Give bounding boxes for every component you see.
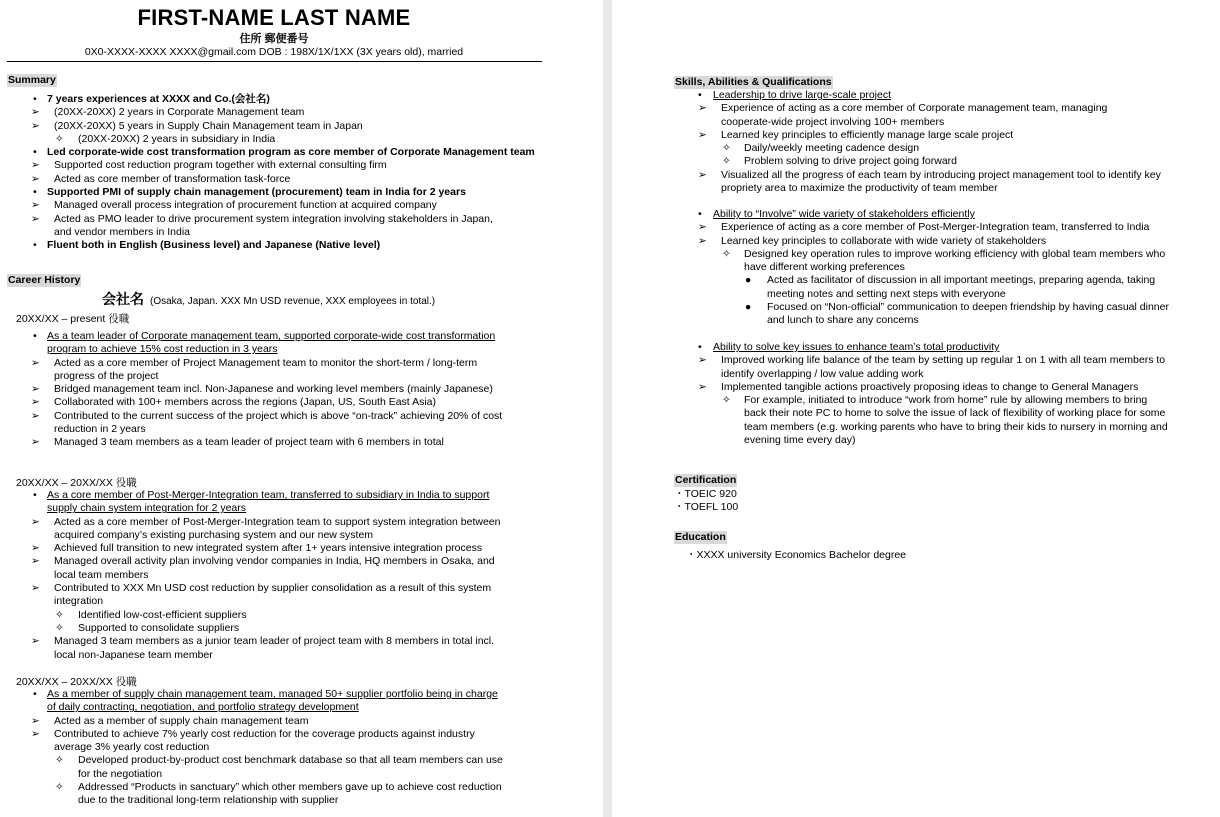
list-line-text: 7 years experiences at XXXX and Co.(会社名) [47,93,270,105]
bullet-marker: • [33,186,37,199]
list-line-text: propriety area to maximize the productivity of team member [721,182,998,195]
list-line-text: Supported PMI of supply chain management (procurement) team in India for 2 years [47,186,466,199]
list-line-text: Acted as core member of transformation task-force [54,172,291,185]
education-item: ・XXXX university Economics Bachelor degree [686,549,907,561]
list-line-text: For example, initiated to introduce “work from home” rule by allowing members to bring [744,394,1148,407]
list-line [612,301,1169,314]
bullet-marker: ➢ [698,234,707,247]
list-line [0,649,500,662]
bullet-marker: ➢ [31,172,40,185]
list-line-text: Managed overall activity plan involving vendor companies in India, HQ members in Osaka, and [54,555,495,568]
list-line [612,368,1168,381]
skills-heading: Skills, Abilities & Qualifications [675,76,832,88]
list-line-text: acquired company’s existing purchasing system and our new system [54,528,374,541]
list-line [0,595,500,608]
list-line-text: Leadership to drive large-scale project [713,89,892,101]
bullet-marker: • [698,341,702,353]
list-line [612,182,1161,195]
bullet-marker: ➢ [31,212,40,225]
list-line [0,542,500,555]
list-line [0,410,502,423]
list-line-text: and lunch to share any concerns [767,314,919,327]
role-list [0,330,502,450]
list-line-text: Visualized all the progress of each team by introducing project management tool to identify key [721,168,1161,181]
bullet-marker: ➢ [31,383,40,396]
list-line-text: Managed 3 team members as a team leader of project team with 6 members in total [54,436,444,449]
list-line-text: Learned key principles to efficiently manage large scale project [721,128,1014,141]
bullet-marker: ➢ [698,168,707,181]
list-line [612,288,1169,301]
list-line [0,701,503,714]
list-line-text: Improved working life balance of the team by setting up regular 1 on 1 with all team members to [721,354,1166,367]
list-line [612,274,1169,287]
list-line-text: Acted as a member of supply chain management team [54,714,309,727]
company-line [102,289,435,309]
bullet-marker: • [33,146,37,159]
bullet-marker: ➢ [698,380,707,393]
bullet-marker: ➢ [698,102,707,115]
list-line [612,142,1161,155]
list-line-text: due to the traditional long-term relationship with supplier [78,794,339,807]
list-line-text: Experience of acting as a core member of Corporate management team, managing [721,102,1108,115]
bullet-marker: ➢ [31,582,40,595]
list-line [0,516,500,529]
list-line [0,226,535,239]
list-line [0,489,500,502]
list-line [0,133,535,146]
list-line-text: Contributed to achieve 7% yearly cost reduction for the coverage products against industry [54,727,475,740]
list-line [612,129,1161,142]
resume-page-1 [0,0,603,817]
list-line-text: Ability to solve key issues to enhance team’s total productivity [713,341,1000,353]
bullet-marker: ➢ [31,199,40,212]
list-line [0,754,503,767]
bullet-marker: ✧ [55,621,64,634]
list-line-text: Daily/weekly meeting cadence design [744,142,920,155]
list-line [0,688,503,701]
list-line-text: integration [54,595,104,608]
list-line-text: Implemented tangible actions proactively proposing ideas to change to General Managers [721,380,1139,393]
bullet-marker: ✧ [722,155,731,168]
bullet-marker: ✧ [722,142,731,155]
list-line [612,381,1168,394]
bullet-marker: ➢ [31,409,40,422]
list-line-text: Focused on “Non-official” communication to deepen friendship by having casual dinner [767,301,1169,314]
list-line-text: local non-Japanese team member [54,648,213,661]
list-line-text: Supported cost reduction program together with external consulting firm [54,159,387,172]
skills-list [612,89,1161,195]
list-line-text: Acted as PMO leader to drive procurement system integration involving stakeholders in Japan, [54,212,493,225]
list-line-text: Ability to “Involve” wide variety of stakeholders efficiently [713,208,975,220]
list-line [0,794,503,807]
list-line [612,394,1168,407]
bullet-marker: ➢ [698,354,707,367]
list-line-text: Achieved full transition to new integrated system after 1+ years intensive integration process [54,542,483,555]
list-line [0,436,502,449]
list-line-text: (20XX-20XX) 2 years in Corporate Management team [54,106,305,119]
bullet-marker: ✧ [55,608,64,621]
list-line-text: Acted as a core member of Post-Merger-Integration team to support system integration between [54,515,501,528]
certification-item: ・TOEIC 920 [674,488,737,500]
list-line-text: back their note PC to home to solve the issue of lack of flexibility of working place for some [744,407,1166,420]
list-line-text: As a member of supply chain management team, managed 50+ supplier portfolio being in charge [47,688,498,700]
list-line [0,93,535,106]
role-list [0,688,503,808]
list-line [0,159,535,172]
list-line [612,169,1161,182]
list-line-text: program to achieve 15% cost reduction in 3 years [47,343,278,356]
list-line-text: Led corporate-wide cost transformation program as core member of Corporate Management team [47,146,535,159]
list-line-text: and vendor members in India [54,225,190,238]
list-line-text: average 3% yearly cost reduction [54,741,210,754]
bullet-marker: • [698,208,702,220]
bullet-marker: ➢ [698,128,707,141]
list-line [0,146,535,159]
list-line [612,248,1169,261]
bullet-marker: ➢ [31,396,40,409]
bullet-marker: ● [745,274,752,287]
list-line [612,235,1169,248]
bullet-marker: ✧ [55,754,64,767]
list-line-text: Bridged management team incl. Non-Japanese and working level members (mainly Japanese) [54,383,493,396]
role-period: 20XX/XX – 20XX/XX 役職 [16,477,137,489]
list-line [0,186,535,199]
list-line-text: Developed product-by-product cost benchmark database so that all team members can use [78,754,503,767]
list-line-text: Acted as a core member of Project Management team to monitor the short-term / long-term [54,356,478,369]
list-line [0,741,503,754]
list-line-text: progress of the project [54,369,159,382]
bullet-marker: • [698,89,702,101]
list-line [612,407,1168,420]
list-line [612,155,1161,168]
list-line [0,635,500,648]
list-line [0,582,500,595]
list-line [0,330,502,343]
list-line-text: Problem solving to drive project going forward [744,155,958,168]
bullet-marker: ➢ [31,542,40,555]
list-line [612,208,1169,221]
bullet-marker: ➢ [698,221,707,234]
list-line-text: cooperate-wide project involving 100+ members [721,115,945,128]
role-list [0,489,500,662]
candidate-name: FIRST-NAME LAST NAME [137,5,411,30]
list-line-text: identify overlapping / low value adding work [721,367,924,380]
bullet-marker: ➢ [31,356,40,369]
list-line-text: Managed 3 team members as a junior team leader of project team with 8 members in total incl. [54,635,495,648]
list-line [612,261,1169,274]
list-line-text: supply chain system integration for 2 years [47,502,247,515]
list-line-text: (20XX-20XX) 5 years in Supply Chain Management team in Japan [54,119,363,132]
list-line [0,529,500,542]
list-line-text: have different working preferences [744,261,905,274]
list-line-text: of daily contracting, negotiation, and portfolio strategy development [47,701,359,714]
bullet-marker: ➢ [31,119,40,132]
summary-heading: Summary [8,74,56,86]
role-period: 20XX/XX – present 役職 [16,313,130,325]
bullet-marker: • [33,688,37,700]
bullet-marker: ● [745,301,752,314]
bullet-marker: ➢ [31,714,40,727]
skills-list [612,341,1168,447]
skills-list [612,208,1169,328]
bullet-marker: ✧ [55,781,64,794]
list-line-text: team members (e.g. working parents who have to bring their kids to nursery in morning and [744,420,1168,433]
header-divider [7,61,542,62]
list-line [0,357,502,370]
list-line [0,239,535,252]
list-line [612,421,1168,434]
bullet-marker: ✧ [55,132,64,145]
list-line [612,221,1169,234]
list-line-text: Contributed to XXX Mn USD cost reduction by supplier consolidation as a result of this system [54,582,492,595]
certification-item: ・TOEFL 100 [674,501,739,514]
list-line-text: Acted as facilitator of discussion in all important meetings, preparing agenda, taking [767,274,1156,287]
list-line [0,728,503,741]
bullet-marker: ➢ [31,635,40,648]
list-line [0,383,502,396]
list-line-text: Fluent both in English (Business level) and Japanese (Native level) [47,239,381,252]
bullet-marker: • [33,239,37,252]
list-line-text: for the negotiation [78,767,163,780]
certification-list [674,488,738,515]
list-line [0,173,535,186]
list-line-text: meeting notes and setting next steps with everyone [767,287,1006,300]
list-line [612,354,1168,367]
list-line-text: local team members [54,568,149,581]
list-line [0,213,535,226]
list-line-text: Identified low-cost-efficient suppliers [78,608,247,621]
education-heading: Education [675,531,726,543]
list-line-text: Addressed “Products in sanctuary” which other members gave up to achieve cost reduction [78,781,502,794]
contact-line: 0X0-XXXX-XXXX XXXX@gmail.com DOB : 198X/1X/1XX (3X years old), married [84,46,464,58]
summary-list [0,93,535,253]
list-line [0,396,502,409]
bullet-marker: ➢ [31,159,40,172]
list-line [612,102,1161,115]
list-line [0,609,500,622]
list-line-text: Contributed to the current success of the project which is above “on-track” achieving 20% of cost [54,409,503,422]
list-line [612,434,1168,447]
bullet-marker: • [33,93,37,105]
career-heading: Career History [8,274,81,286]
list-line-text: Learned key principles to collaborate with wide variety of stakeholders [721,234,1047,247]
list-line [0,343,502,356]
list-line-text: Managed overall process integration of procurement function at acquired company [54,199,437,212]
address-line: 住所 郵便番号 [239,33,309,45]
certification-heading: Certification [675,474,737,486]
list-line [0,423,502,436]
list-line [612,89,1161,102]
list-line-text: As a team leader of Corporate management team, supported corporate-wide cost transformation [47,330,496,342]
list-line [0,555,500,568]
bullet-marker: ✧ [722,247,731,260]
list-line [0,370,502,383]
bullet-marker: • [33,330,37,342]
resume-page-2 [612,0,1220,817]
list-line [0,106,535,119]
list-line [612,116,1161,129]
role-period: 20XX/XX – 20XX/XX 役職 [16,676,137,688]
list-line [0,502,500,515]
bullet-marker: ➢ [31,436,40,449]
list-line [0,715,503,728]
list-line [612,314,1169,327]
list-line [0,622,500,635]
education-list [686,549,906,562]
list-line-text: As a core member of Post-Merger-Integration team, transferred to subsidiary in India to support [47,489,490,501]
bullet-marker: ➢ [31,555,40,568]
list-line [0,768,503,781]
list-line-text: Supported to consolidate suppliers [78,621,240,634]
bullet-marker: ✧ [722,394,731,407]
list-line [0,199,535,212]
bullet-marker: • [33,489,37,501]
list-line [0,569,500,582]
bullet-marker: ➢ [31,106,40,119]
company-description: (Osaka, Japan. XXX Mn USD revenue, XXX employees in total.) [150,296,436,307]
list-line [612,341,1168,354]
list-line-text: Designed key operation rules to improve working efficiency with global team members who [744,247,1166,260]
list-line [0,120,535,133]
list-line-text: (20XX-20XX) 2 years in subsidiary in India [78,132,276,145]
list-line-text: Collaborated with 100+ members across the regions (Japan, US, South East Asia) [54,396,436,409]
company-name: 会社名 [102,291,144,307]
bullet-marker: ➢ [31,515,40,528]
bullet-marker: ➢ [31,727,40,740]
list-line-text: reduction in 2 years [54,423,146,436]
list-line-text: Experience of acting as a core member of Post-Merger-Integration team, transferred to India [721,221,1150,234]
list-line-text: evening time every day) [744,434,856,447]
list-line [0,781,503,794]
